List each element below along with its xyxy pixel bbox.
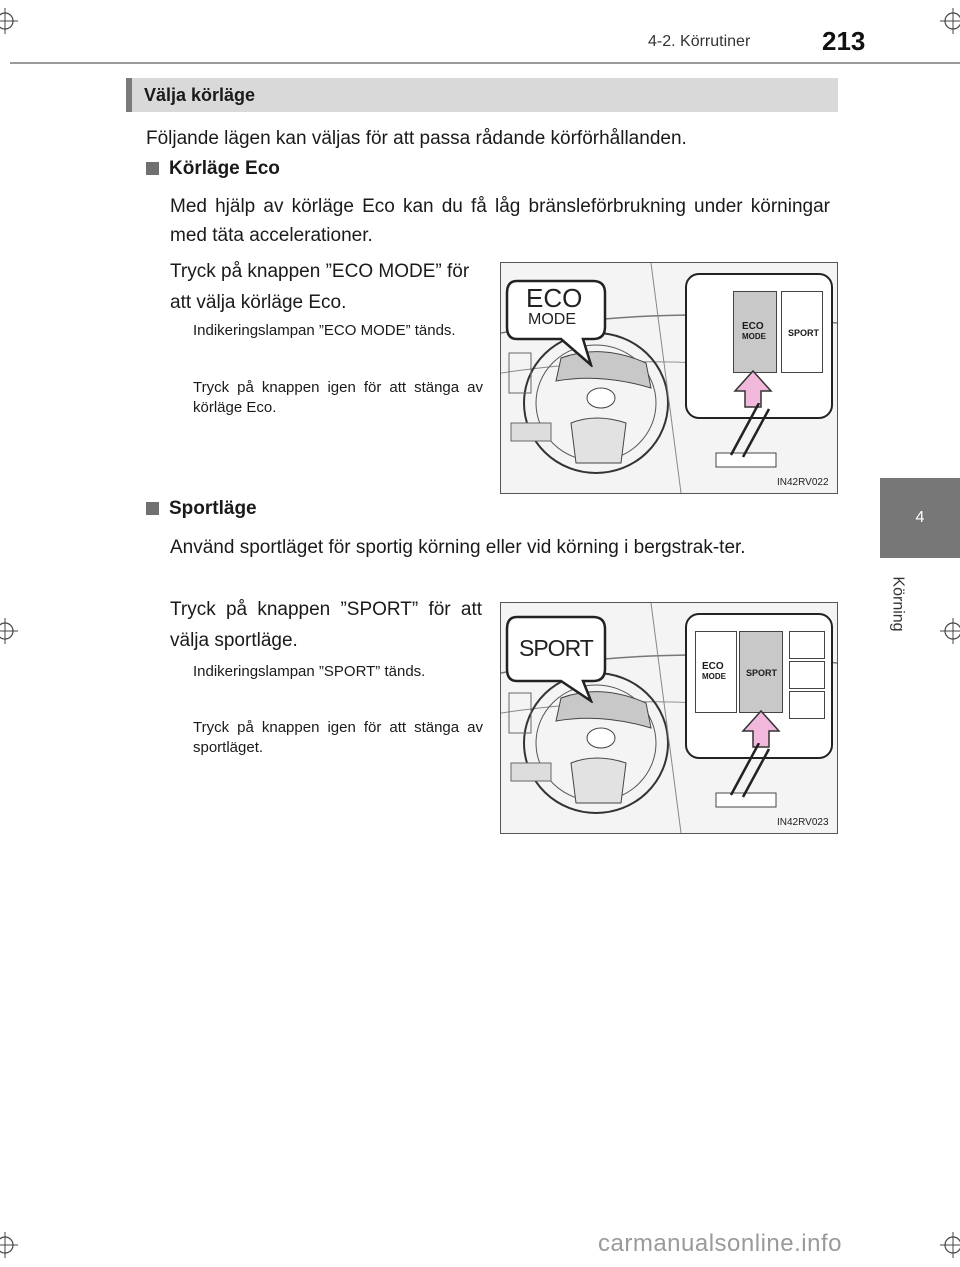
sport-mode-button[interactable]: SPORT	[739, 631, 783, 713]
pointer-line	[721, 743, 771, 798]
eco-mode-note-indicator: Indikeringslampan ”ECO MODE” tänds.	[193, 322, 456, 339]
eco-mode-instruction: Tryck på knappen ”ECO MODE” för att välja körläge Eco.	[170, 261, 470, 313]
sport-mode-title: Sportläge	[146, 498, 257, 520]
eco-mode-button[interactable]: ECO MODE	[695, 631, 737, 713]
registration-mark-icon	[0, 8, 18, 34]
sport-mode-description: Använd sportläget för sportig körning eller vid körning i bergstrak-ter.	[170, 537, 746, 558]
button-zoom-panel	[685, 273, 833, 419]
eco-mode-note-off: Tryck på knappen igen för att stänga av körläge Eco.	[193, 379, 483, 416]
button-zoom-panel	[685, 613, 833, 759]
blank-switch	[789, 661, 825, 689]
sport-mode-figure	[500, 602, 838, 834]
blank-switch	[789, 631, 825, 659]
callout-mode-text: MODE	[528, 311, 576, 328]
chapter-number: 4	[915, 509, 925, 526]
section-heading: Välja körläge	[126, 78, 838, 112]
pointer-line	[721, 403, 771, 458]
blank-switch	[789, 691, 825, 719]
callout-sport-text: SPORT	[519, 635, 593, 661]
registration-mark-icon	[940, 8, 960, 34]
eco-mode-figure	[500, 262, 838, 494]
figure-code: IN42RV022	[777, 477, 829, 488]
registration-mark-icon	[0, 618, 18, 644]
registration-mark-icon	[940, 1232, 960, 1258]
registration-mark-icon	[0, 1232, 18, 1258]
sport-mode-button[interactable]: SPORT	[781, 291, 823, 373]
sport-mode-instruction: Tryck på knappen ”SPORT” för att välja sportläge.	[170, 599, 482, 651]
bullet-square-icon	[146, 162, 159, 175]
callout-eco-text: ECO	[526, 283, 583, 313]
chapter-tab[interactable]	[880, 478, 960, 558]
intro-text: Följande lägen kan väljas för att passa rådande körförhållanden.	[146, 128, 687, 149]
bullet-square-icon	[146, 502, 159, 515]
figure-code: IN42RV023	[777, 817, 829, 828]
chapter-label: Körning	[890, 576, 907, 632]
registration-mark-icon	[940, 618, 960, 644]
section-title: 4-2. Körrutiner	[648, 33, 751, 50]
eco-mode-description: Med hjälp av körläge Eco kan du få låg bränsleförbrukning under körningar med täta accelerationer.	[170, 196, 830, 246]
header-divider	[10, 62, 960, 64]
eco-mode-button[interactable]: ECO MODE	[733, 291, 777, 373]
page-number: 213	[822, 26, 866, 56]
sport-mode-note-indicator: Indikeringslampan ”SPORT” tänds.	[193, 663, 426, 680]
eco-mode-title: Körläge Eco	[146, 158, 280, 180]
footer-watermark: carmanualsonline.info	[598, 1230, 842, 1257]
sport-mode-note-off: Tryck på knappen igen för att stänga av sportläget.	[193, 719, 483, 756]
